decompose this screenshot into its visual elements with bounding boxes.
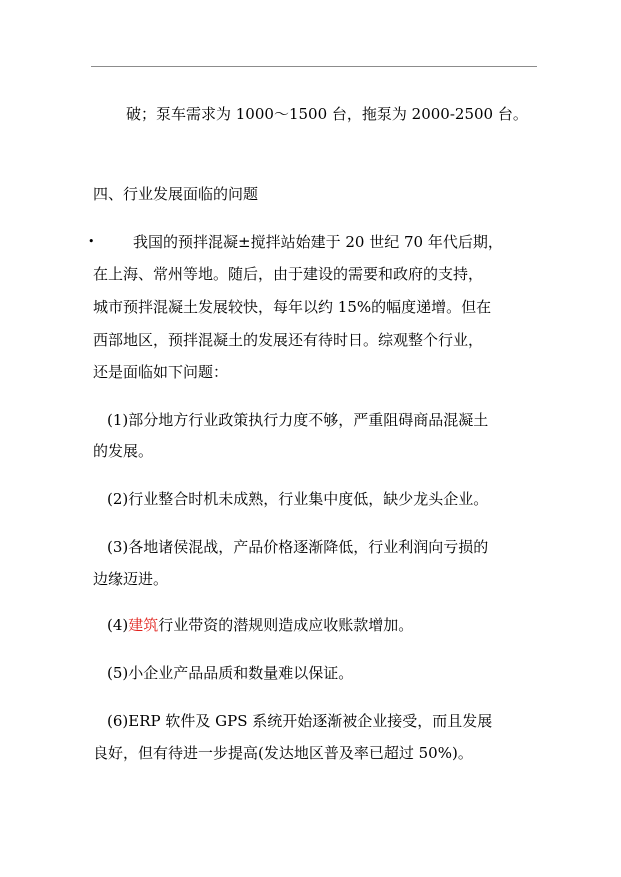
item-5: (5)小企业产品品质和数量难以保证。: [107, 664, 354, 682]
item-4-rest: 行业带资的潜规则造成应收账款增加。: [158, 616, 414, 634]
item-6-line-1: (6)ERP 软件及 GPS 系统开始逐渐被企业接受，而且发展: [107, 712, 493, 730]
bullet-icon: •: [88, 235, 95, 248]
header-rule: [91, 66, 537, 67]
item-4: [107, 615, 413, 635]
item-2: (2)行业整合时机未成熟，行业集中度低，缺少龙头企业。: [107, 490, 489, 508]
intro-line-5: 还是面临如下问题：: [93, 363, 229, 381]
intro-line-4: 西部地区，预拌混凝土的发展还有待时日。综观整个行业，: [93, 331, 484, 349]
item-4-highlight-link[interactable]: 建筑: [128, 616, 159, 634]
item-4-prefix: (4): [107, 616, 129, 634]
item-1-line-2: 的发展。: [93, 442, 154, 460]
intro-line-1: 我国的预拌混凝±搅拌站始建于 20 世纪 70 年代后期，: [133, 233, 503, 251]
intro-line-2: 在上海、常州等地。随后，由于建设的需要和政府的支持，: [93, 265, 484, 283]
continuation-line: 破；泵车需求为 1000～1500 台，拖泵为 2000-2500 台。: [126, 105, 528, 123]
intro-line-3: 城市预拌混凝土发展较快，每年以约 15%的幅度递增。但在: [93, 298, 492, 316]
item-1-line-1: (1)部分地方行业政策执行力度不够，严重阻碍商品混凝土: [107, 411, 489, 429]
section-heading: 四、行业发展面临的问题: [93, 185, 259, 203]
item-3-line-2: 边缘迈进。: [93, 570, 169, 588]
item-3-line-1: (3)各地诸侯混战，产品价格逐渐降低，行业利润向亏损的: [107, 538, 489, 556]
item-6-line-2: 良好，但有待进一步提高(发达地区普及率已超过 50%)。: [93, 744, 473, 762]
